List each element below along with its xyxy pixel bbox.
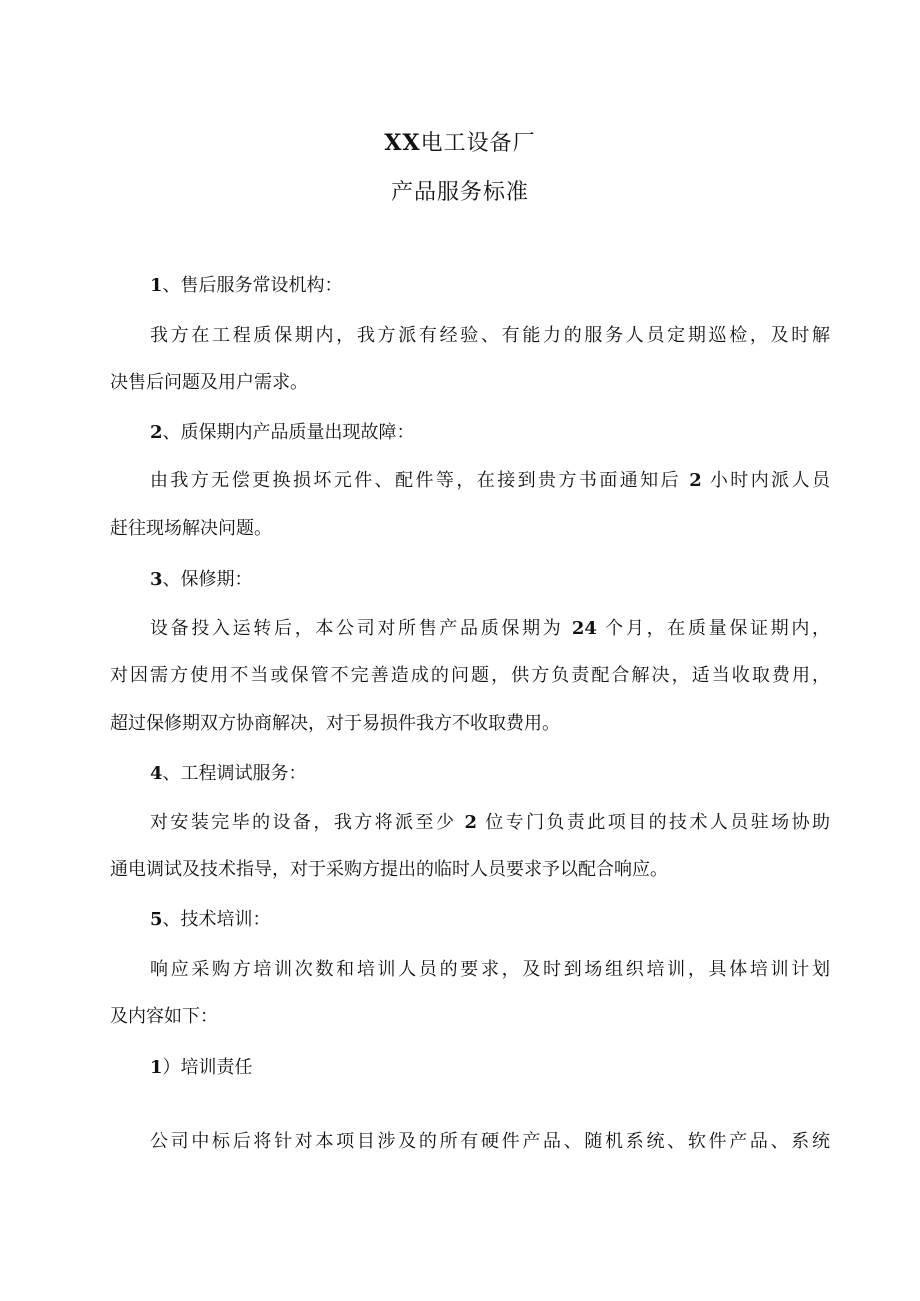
section-1-heading (150, 274, 830, 298)
section-4-title: 、工程调试服务： (162, 763, 307, 784)
section-3-heading (150, 568, 830, 592)
section-2-title: 、质保期内产品质量出现故障： (162, 422, 415, 443)
subsection-1-line-1: 公司中标后将针对本项目涉及的所有硬件产品、随机系统、软件产品、系统 (150, 1131, 830, 1152)
section-3-line-3: 超过保修期双方协商解决，对于易损件我方不收取费用。 (110, 713, 560, 734)
section-5-title: 、技术培训： (162, 909, 271, 930)
document-subtitle: 产品服务标准 (390, 180, 529, 205)
section-4-line-2: 通电调试及技术指导，对于采购方提出的临时人员要求予以配合响应。 (110, 859, 668, 880)
section-4-number: 4 (150, 763, 163, 784)
section-2-hours: 2 (689, 470, 702, 491)
section-4-line-1 (150, 811, 830, 835)
section-3-title: 、保修期： (162, 569, 253, 590)
section-3-line-1-a: 设备投入运转后，本公司对所售产品质保期为 (150, 618, 564, 639)
company-name: 电工设备厂 (420, 131, 536, 156)
section-5-line-2: 及内容如下： (110, 1006, 218, 1027)
section-5-line-1: 响应采购方培训次数和培训人员的要求，及时到场组织培训，具体培训计划 (150, 959, 830, 980)
section-4-line-1-b: 位专门负责此项目的技术人员驻场协助 (485, 812, 831, 833)
section-3-line-1 (150, 617, 830, 641)
section-3-months: 24 (571, 618, 597, 639)
section-5-heading (150, 908, 830, 932)
section-3-line-2: 对因需方使用不当或保管不完善造成的问题，供方负责配合解决，适当收取费用， (110, 665, 830, 686)
company-prefix: XX (384, 130, 421, 156)
section-1-title: 、售后服务常设机构： (162, 275, 343, 296)
section-4-heading (150, 762, 830, 786)
section-5-number: 5 (150, 909, 163, 930)
section-1-line-2: 决售后问题及用户需求。 (110, 372, 308, 393)
section-2-line-1 (150, 469, 830, 493)
section-1-line-1: 我方在工程质保期内，我方派有经验、有能力的服务人员定期巡检，及时解 (150, 325, 830, 346)
section-2-heading (150, 421, 830, 445)
section-2-line-2: 赶往现场解决问题。 (110, 518, 272, 539)
section-3-number: 3 (150, 569, 163, 590)
subsection-1-heading (150, 1056, 830, 1080)
section-4-staff-count: 2 (464, 812, 478, 833)
subsection-1-title: ）培训责任 (162, 1057, 253, 1078)
section-1-number: 1 (150, 275, 163, 296)
section-3-line-1-b: 个月，在质量保证期内， (605, 618, 831, 639)
section-2-line-1-b: 小时内派人员 (709, 470, 830, 491)
section-4-line-1-a: 对安装完毕的设备，我方将派至少 (150, 812, 457, 833)
section-2-number: 2 (150, 422, 163, 443)
section-2-line-1-a: 由我方无偿更换损坏元件、配件等，在接到贵方书面通知后 (150, 470, 682, 491)
document-title (0, 126, 920, 157)
subsection-1-number: 1 (150, 1057, 163, 1078)
